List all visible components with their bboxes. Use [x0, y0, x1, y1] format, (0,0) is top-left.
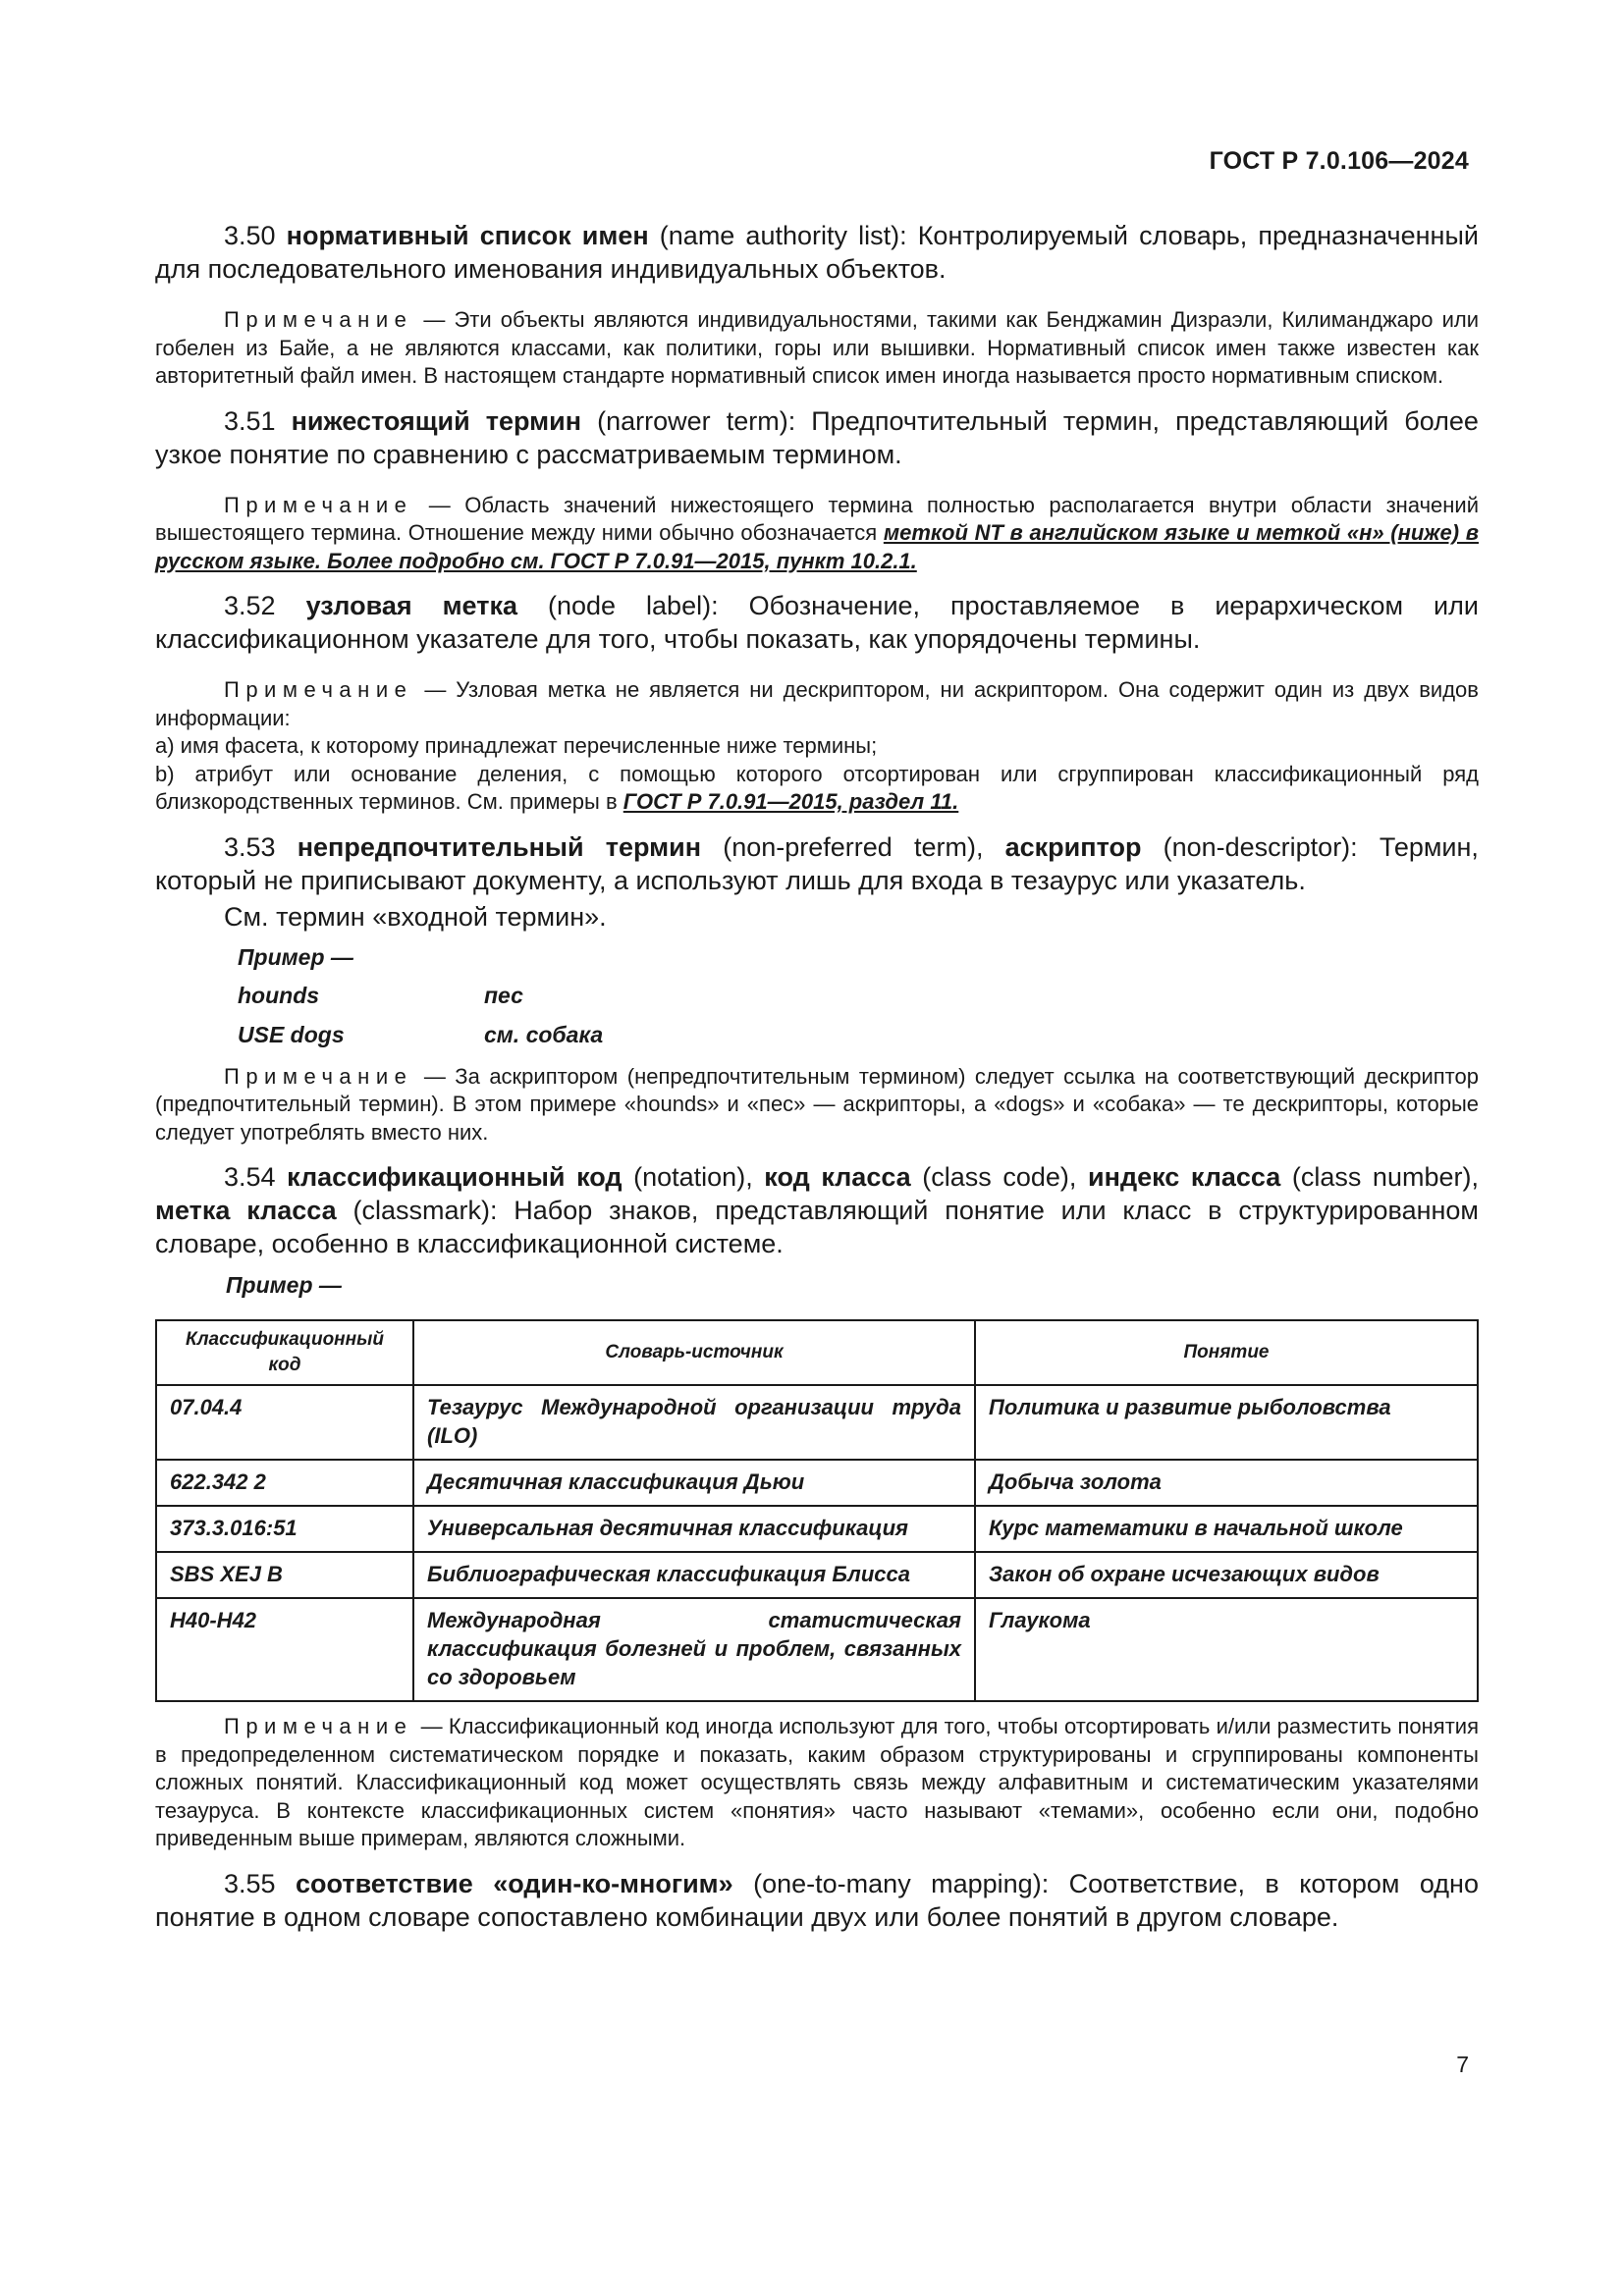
document-body	[155, 219, 1479, 1954]
term-synonym-english: (classmark):	[352, 1196, 498, 1225]
cross-reference-link[interactable]: меткой NT в английском языке и меткой «н» (ниже) в русском языке. Более подробно см. ГОСТ Р 7.0.91—2015, пункт 10.2.1.	[155, 520, 1479, 573]
cell-source: Десятичная классификация Дьюи	[413, 1460, 975, 1506]
term-number: 3.54	[224, 1162, 276, 1192]
cross-reference-link[interactable]: ГОСТ Р 7.0.91—2015, раздел 11.	[623, 789, 959, 814]
note-text: — Классификационный код иногда используют для того, чтобы отсортировать и/или разместить понятия в предопределенном систематическом порядке и показать, каким образом структурированы и сгруппированы компоненты сложных понятий. Классификационный код может осуществлять связь между алфавитным и систематическим указателями тезауруса. В контексте классификационных систем «понятия» часто называют «темами», особенно если они, подобно приведенным выше примерам, являются сложными.	[155, 1714, 1479, 1850]
cell-source: Универсальная десятичная классификация	[413, 1506, 975, 1552]
term-definition: Термин, который не приписывают документу, а используют лишь для входа в тезаурус или указатель.	[155, 831, 1479, 895]
term-synonym: код класса	[764, 1162, 911, 1192]
term-synonym: индекс класса	[1088, 1162, 1281, 1192]
cell-code: 622.342 2	[156, 1460, 413, 1506]
see-also: См. термин «входной термин».	[224, 901, 607, 932]
note-text: — Область значений нижестоящего термина полностью располагается внутри области значений вышестоящего термина. Отношение между ними обычно обозначается	[155, 492, 1479, 545]
example-russian: пес	[484, 982, 523, 1008]
note-text: — За аскриптором (непредпочтительным термином) следует ссылка на соответствующий дескриптор (предпочтительный термин). В этом примере «hounds» и «пес» — аскрипторы, а «dogs» и «собака» — те дескрипторы, которые следует употреблять вместо них.	[155, 1063, 1479, 1145]
note-item-b-text: b) атрибут или основание деления, с помощью которого отсортирован или сгруппирован классификационный ряд близкородственных терминов. См. примеры в	[155, 761, 1479, 814]
term-3-53	[155, 830, 1479, 897]
note-3-50	[155, 306, 1479, 391]
term-definition: Предпочтительный термин, представляющий более узкое понятие по сравнению с рассматриваемым термином.	[155, 405, 1479, 469]
note-label: Примечание	[224, 307, 413, 332]
term-definition: Набор знаков, представляющий понятие или класс в структурированном словаре, особенно в классификационной системе.	[155, 1196, 1479, 1258]
cell-code: 373.3.016:51	[156, 1506, 413, 1552]
example-english: USE dogs	[238, 1021, 345, 1047]
example-title: Пример —	[226, 1272, 342, 1298]
page-header-standard: ГОСТ Р 7.0.106—2024	[1209, 147, 1469, 175]
cell-concept: Политика и развитие рыболовства	[975, 1385, 1478, 1460]
table-row	[156, 1385, 1478, 1460]
term-number: 3.52	[224, 591, 276, 620]
cell-concept: Добыча золота	[975, 1460, 1478, 1506]
cell-concept: Курс математики в начальной школе	[975, 1506, 1478, 1552]
term-english: (notation),	[633, 1162, 753, 1192]
cell-code: 07.04.4	[156, 1385, 413, 1460]
note-3-51	[155, 492, 1479, 576]
cell-source: Библиографическая классификация Блисса	[413, 1552, 975, 1598]
term-english: (name authority list):	[659, 221, 907, 250]
term-3-51	[155, 404, 1479, 471]
term-3-50	[155, 219, 1479, 286]
example-english: hounds	[238, 982, 320, 1008]
term-definition: Контролируемый словарь, предназначенный для последовательного именования индивидуальных объектов.	[155, 221, 1479, 284]
note-item-b	[155, 761, 1479, 817]
term-synonym: метка класса	[155, 1196, 337, 1225]
cell-source: Тезаурус Международной организации труда (ILO)	[413, 1385, 975, 1460]
note-label: Примечание	[224, 492, 413, 517]
note-label: Примечание	[224, 1714, 413, 1738]
page-number: 7	[1456, 2052, 1469, 2077]
cell-concept: Глаукома	[975, 1598, 1478, 1701]
term-synonym: аскриптор	[1004, 831, 1142, 862]
table-header-row	[156, 1320, 1478, 1385]
example-russian: см. собака	[484, 1021, 604, 1047]
term-synonym-english: (class number),	[1291, 1162, 1479, 1192]
term-english: (narrower term):	[597, 405, 796, 436]
note-3-52	[155, 676, 1479, 732]
column-header-source: Словарь-источник	[413, 1320, 975, 1385]
note-3-54	[155, 1713, 1479, 1853]
term-number: 3.50	[224, 221, 276, 250]
column-header-concept: Понятие	[975, 1320, 1478, 1385]
note-3-53	[155, 1063, 1479, 1148]
example-row	[238, 983, 1479, 1009]
example-row	[238, 1022, 1479, 1048]
term-name: непредпочтительный термин	[297, 831, 702, 862]
note-text: — Эти объекты являются индивидуальностями, такими как Бенджамин Дизраэли, Килиманджаро или гобелен из Байе, а не являются классами, как политики, горы или вышивки. Нормативный список имен также известен как авторитетный файл имен. В настоящем стандарте нормативный список имен иногда называется просто нормативным списком.	[155, 307, 1479, 388]
term-name: классификационный код	[287, 1162, 623, 1192]
term-english: (non-preferred term),	[723, 831, 984, 862]
example-title: Пример —	[238, 943, 353, 970]
cell-code: SBS XEJ B	[156, 1552, 413, 1598]
term-3-55	[155, 1867, 1479, 1934]
table-row	[156, 1460, 1478, 1506]
term-number: 3.51	[224, 405, 276, 436]
term-english: (one-to-many mapping):	[753, 1868, 1050, 1898]
term-definition: Обозначение, проставляемое в иерархическом или классификационном указателе для того, чтобы показать, как упорядочены термины.	[155, 591, 1479, 654]
note-item-a: а) имя фасета, к которому принадлежат перечисленные ниже термины;	[155, 733, 878, 758]
table-row	[156, 1552, 1478, 1598]
term-synonym-english: (non-descriptor):	[1163, 831, 1358, 862]
classification-table	[155, 1319, 1479, 1702]
table-row	[156, 1598, 1478, 1701]
term-synonym-english: (class code),	[922, 1162, 1077, 1192]
note-label: Примечание	[224, 1063, 413, 1089]
term-name: нижестоящий термин	[291, 405, 582, 436]
term-english: (node label):	[547, 591, 719, 620]
term-number: 3.55	[224, 1868, 276, 1898]
term-3-52	[155, 589, 1479, 656]
term-definition: Соответствие, в котором одно понятие в одном словаре сопоставлено комбинации двух или более понятий в другом словаре.	[155, 1868, 1479, 1932]
term-name: узловая метка	[305, 591, 517, 620]
note-text: — Узловая метка не является ни дескриптором, ни аскриптором. Она содержит один из двух видов информации:	[155, 677, 1479, 730]
cell-source: Международная статистическая классификация болезней и проблем, связанных со здоровьем	[413, 1598, 975, 1701]
cell-code: H40-H42	[156, 1598, 413, 1701]
term-number: 3.53	[224, 831, 276, 862]
table-row	[156, 1506, 1478, 1552]
term-3-54	[155, 1160, 1479, 1260]
term-name: соответствие «один-ко-многим»	[296, 1868, 733, 1898]
cell-concept: Закон об охране исчезающих видов	[975, 1552, 1478, 1598]
note-label: Примечание	[224, 677, 413, 702]
term-name: нормативный список имен	[286, 221, 649, 250]
column-header-code: Классификационный код	[156, 1320, 413, 1385]
